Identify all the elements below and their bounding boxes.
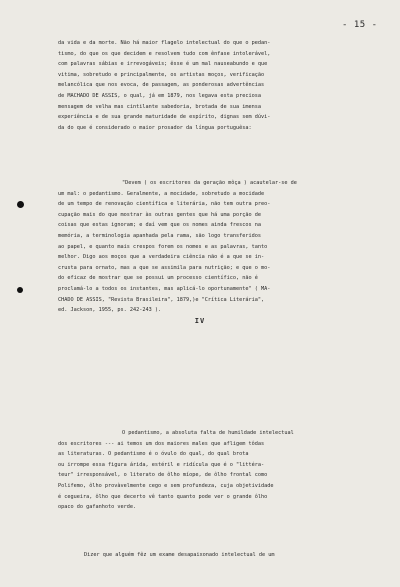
paragraph-2 (58, 428, 388, 513)
text-line: teur" irresponsável, o literato de ôlho míope, de ôlho frontal como (58, 472, 268, 479)
text-line: memória, a terminologia apanhada pela rama, são logo transferidos (58, 232, 262, 239)
text-line: experiência e de sua grande maturidade de espírito, dignas sem dúvi- (58, 114, 271, 121)
paragraph-1 (58, 38, 388, 133)
text-line: "Devem ( os escritores da geração môça ) acautelar-se de (122, 180, 297, 186)
text-line: cupação mais do que mostrar às outras gentes que há uma porção de (58, 211, 262, 218)
text-line: do eficaz de mostrar que se possui um processo científico, não é (58, 275, 258, 282)
text-line: coisas que estas ignoram; e daí vem que os nomes ainda frescos na (58, 222, 262, 229)
text-line: da vida e da morte. Não há maior flagelo intelectual do que o pedan- (58, 40, 271, 46)
text-line: crusta para ornato, mas a que se assimila para nutrição; e que o mo- (58, 264, 271, 271)
text-line: O pedantismo, a absoluta falta de humildade intelectual (122, 430, 294, 436)
text-line: dos escritores --- ai temos um dos maiores males que afligem tôdas (58, 440, 265, 447)
text-line: proclamá-lo a todos os instantes, mas aplicá-lo oportunamente" ( MA- (58, 285, 271, 292)
text-line: um mal: o pedantismo. Geralmente, a mocidade, sobretudo a mocidade (58, 190, 265, 197)
paragraph-3 (58, 550, 388, 561)
text-line: vitima, sobretudo e principalmente, os artistas moços, verificação (58, 71, 265, 78)
text-line: da do que é considerado o maior prosador da língua portuguêsa: (58, 124, 252, 131)
text-line: tismo, do que os que decidem e resolvem tudo com ênfase intolerável, (58, 50, 271, 57)
text-line: CHADO DE ASSIS, "Revista Brasileira", 1879,)e "Crítica Literária", (58, 296, 265, 303)
text-line: ou irrompe essa figura árida, estéril e ridícula que é o "littéra- (58, 461, 265, 468)
text-line: as literaturas. O pedantismo é o óvulo do qual, do qual brota (58, 451, 249, 458)
text-line: é cegueira, ôlho que decerto vê tanto quanto pode ver o grande ôlho (58, 493, 268, 500)
page-number: - 15 - (342, 20, 378, 30)
text-line: ed. Jackson, 1955, ps. 242-243 ). (58, 307, 162, 314)
text-line: de MACHADO DE ASSIS, o qual, já em 1879, nos legava esta preciosa (58, 92, 262, 99)
text-line: com palavras sábias e irrevogáveis; êsse é um mal nauseabundo e que (58, 61, 268, 68)
text-line: Polifemo, ôlho provàvelmente cego e sem profundeza, cuja objetividade (58, 482, 274, 489)
punch-hole-mark (17, 287, 23, 293)
section-heading: IV (194, 317, 206, 325)
text-line: de um tempo de renovação científica e literária, não tem outra preo- (58, 201, 271, 208)
text-line: opaco do gafanhoto verde. (58, 504, 137, 511)
punch-hole-mark (17, 201, 24, 208)
text-line: melhor. Digo aos moços que a verdadeira ciência não é a que se in- (58, 254, 265, 261)
text-line: ao papel, e quanto mais crespos forem os nomes e as palavras, tanto (58, 243, 268, 250)
text-line: melancólica que nos evoca, de passagem, as ponderosas advertências (58, 82, 265, 89)
quotation (58, 178, 388, 316)
text-line: mensagem de velha mas cintilante sabedoria, brotada de sua imensa (58, 103, 262, 110)
text-line: Dizer que alguém fêz um exame desapaixonado intelectual de um (84, 552, 275, 558)
